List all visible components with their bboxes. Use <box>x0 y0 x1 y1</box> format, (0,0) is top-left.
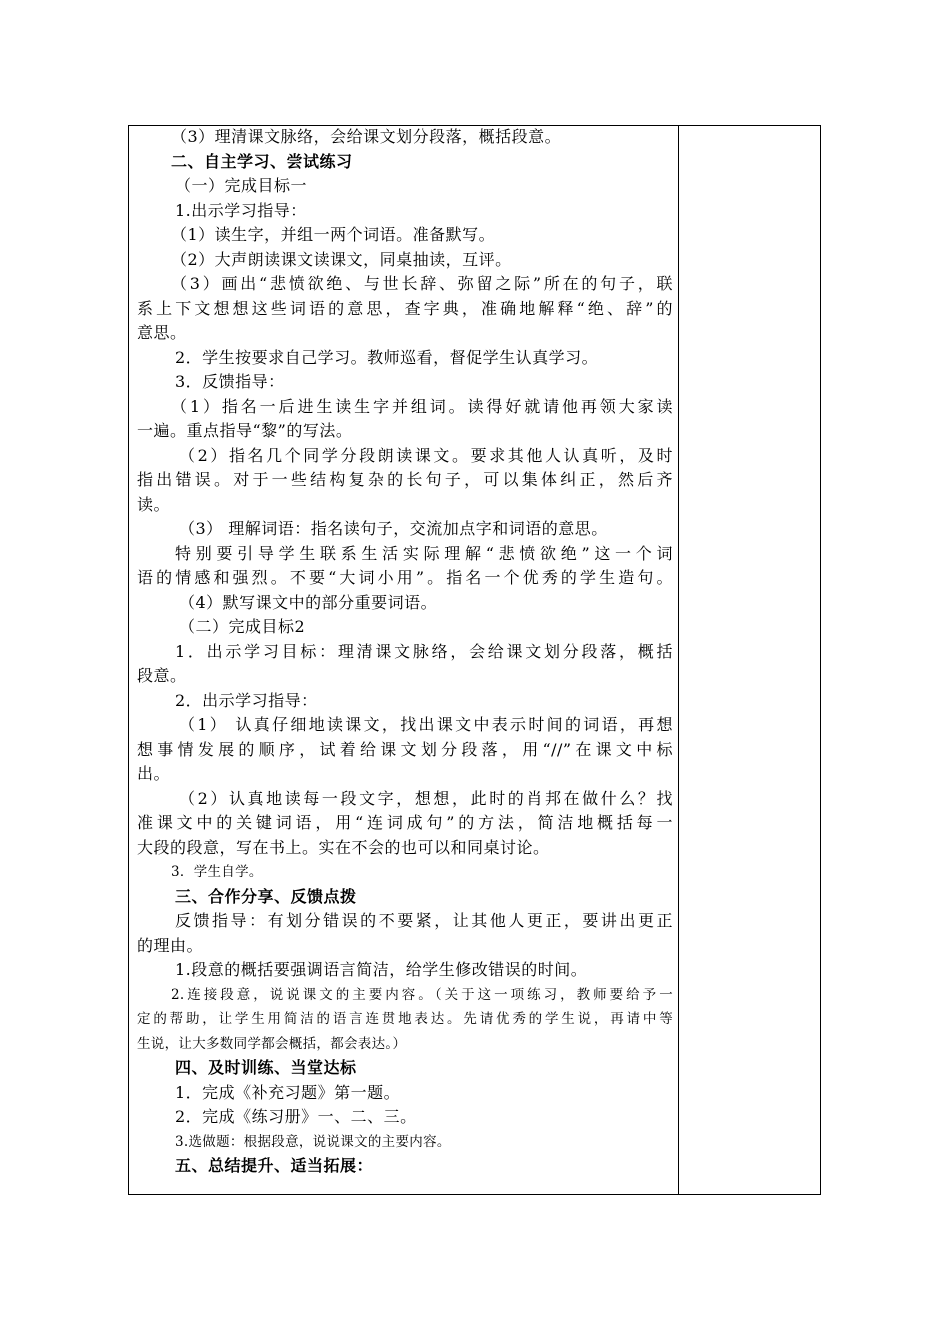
section-heading: 四、及时训练、当堂达标 <box>175 1058 357 1077</box>
text-line: 1.出示学习指导： <box>175 200 307 220</box>
section-heading: 三、合作分享、反馈点拨 <box>175 886 357 906</box>
text-line: 特别要引导学生联系生活实际理解“悲愤欲绝”这一个词 <box>175 543 673 563</box>
text-line: （3）理清课文脉络，会给课文划分段落，概括段意。 <box>171 127 562 146</box>
text-line: 反馈指导：有划分错误的不要紧，让其他人更正，要讲出更正 <box>175 911 673 930</box>
text-line: 一遍。重点指导“黎”的写法。 <box>137 421 353 440</box>
text-line: 意思。 <box>137 323 187 342</box>
text-line: （1）指名一后进生读生字并组词。读得好就请他再领大家读 <box>171 396 673 416</box>
text-line: 想事情发展的顺序，试着给课文划分段落，用“//”在课文中标 <box>137 739 673 759</box>
text-line: 1.段意的概括要强调语言简洁，给学生修改错误的时间。 <box>175 960 588 979</box>
text-line: 的理由。 <box>137 935 204 955</box>
text-line: （二）完成目标2 <box>179 617 306 636</box>
text-line: （2）大声朗读课文读课文，同桌抽读，互评。 <box>171 249 512 269</box>
section-heading: 五、总结提升、适当拓展： <box>175 1156 374 1175</box>
text-line: 2．完成《练习册》一、二、三。 <box>175 1107 417 1126</box>
text-line: 指出错误。对于一些结构复杂的长句子，可以集体纠正，然后齐 <box>137 470 673 489</box>
text-line: （3）画出“悲愤欲绝、与世长辞、弥留之际”所在的句子，联 <box>171 274 673 293</box>
text-line: （3） 理解词语：指名读句子，交流加点字和词语的意思。 <box>179 519 608 538</box>
text-line: 生说，让大多数同学都会概括，都会表达。） <box>137 1035 407 1052</box>
text-line: 准课文中的关键词语，用“连词成句”的方法，简洁地概括每一 <box>137 813 673 832</box>
text-line: （2）指名几个同学分段朗读课文。要求其他人认真听，及时 <box>179 445 673 465</box>
text-line: 2．学生按要求自己学习。教师巡看，督促学生认真学习。 <box>175 347 599 367</box>
text-line: 定的帮助，让学生用简洁的语言连贯地表达。先请优秀的学生说，再请中等 <box>137 1011 673 1027</box>
text-line: （4）默写课文中的部分重要词语。 <box>179 592 438 612</box>
text-line: 系上下文想想这些词语的意思，查字典，准确地解释“绝、辞”的 <box>137 298 673 318</box>
text-line: 大段的段意，写在书上。实在不会的也可以和同桌讨论。 <box>137 837 550 857</box>
text-line: （一）完成目标一 <box>175 176 308 195</box>
text-line: 3.选做题：根据段意，说说课文的主要内容。 <box>175 1133 451 1150</box>
text-line: 3．学生自学。 <box>171 864 263 880</box>
text-line: 2.连接段意，说说课文的主要内容。（关于这一项练习，教师要给予一 <box>171 986 673 1003</box>
section-heading: 二、自主学习、尝试练习 <box>171 151 353 171</box>
text-line: （1） 认真仔细地读课文，找出课文中表示时间的词语，再想 <box>179 715 673 734</box>
text-line: 出。 <box>137 764 171 783</box>
text-line: 语的情感和强烈。不要“大词小用”。指名一个优秀的学生造句。 <box>137 568 673 587</box>
lesson-content-cell <box>137 125 673 1179</box>
text-line: 读。 <box>137 494 171 514</box>
text-line: （1）读生字，并组一两个词语。准备默写。 <box>171 225 496 244</box>
notes-cell <box>679 126 820 1194</box>
text-line: （2）认真地读每一段文字，想想，此时的肖邦在做什么？找 <box>179 788 673 808</box>
text-line: 1．完成《补充习题》第一题。 <box>175 1082 401 1102</box>
text-line: 段意。 <box>137 666 187 685</box>
text-line: 2．出示学习指导： <box>175 690 318 710</box>
text-line: 3．反馈指导： <box>175 372 285 391</box>
text-line: 1．出示学习目标：理清课文脉络，会给课文划分段落，概括 <box>175 641 673 661</box>
